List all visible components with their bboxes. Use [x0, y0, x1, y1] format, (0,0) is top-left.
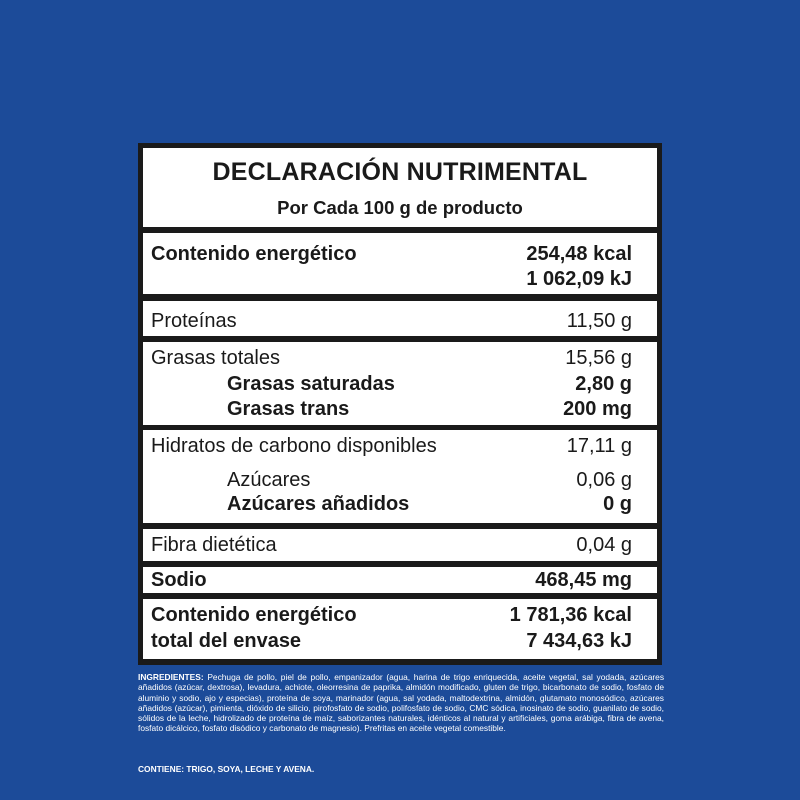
energy-row	[143, 233, 657, 294]
sodium-row	[143, 567, 657, 593]
sugars-value: 0,06 g	[576, 469, 632, 491]
energy-kcal: 254,48 kcal	[526, 243, 632, 265]
added-sugars-label: Azúcares añadidos	[227, 493, 410, 515]
fats-label: Grasas totales	[151, 347, 280, 369]
label-subtitle: Por Cada 100 g de producto	[277, 197, 523, 218]
total-energy-row	[143, 599, 657, 659]
proteins-label: Proteínas	[151, 310, 237, 332]
energy-kj: 1 062,09 kJ	[526, 268, 632, 290]
total-energy-label-line1: Contenido energético	[151, 604, 357, 626]
trans-fats-label: Grasas trans	[227, 398, 350, 420]
sodium-label: Sodio	[151, 569, 207, 591]
carbs-row	[143, 430, 657, 523]
allergen-statement: CONTIENE: TRIGO, SOYA, LECHE Y AVENA.	[138, 764, 315, 774]
fiber-value: 0,04 g	[576, 534, 632, 556]
total-energy-label-line2: total del envase	[151, 630, 302, 652]
ingredients-label: INGREDIENTES:	[138, 672, 204, 682]
nutrition-facts-panel	[138, 143, 662, 665]
proteins-value: 11,50 g	[566, 310, 632, 332]
fiber-row	[143, 529, 657, 561]
energy-label: Contenido energético	[151, 243, 357, 265]
total-energy-kj: 7 434,63 kJ	[526, 630, 632, 652]
sodium-value: 468,45 mg	[535, 569, 632, 591]
carbs-value: 17,11 g	[566, 435, 632, 457]
added-sugars-value: 0 g	[603, 493, 632, 515]
trans-fats-value: 200 mg	[563, 398, 632, 420]
fiber-label: Fibra dietética	[151, 534, 277, 556]
fats-row	[143, 342, 657, 425]
ingredients-text	[138, 672, 664, 734]
header-box	[143, 148, 657, 227]
carbs-label: Hidratos de carbono disponibles	[151, 435, 437, 457]
proteins-row	[143, 301, 657, 336]
saturated-fats-value: 2,80 g	[575, 373, 632, 395]
label-title: DECLARACIÓN NUTRIMENTAL	[212, 158, 588, 186]
saturated-fats-label: Grasas saturadas	[227, 373, 395, 395]
total-energy-kcal: 1 781,36 kcal	[509, 604, 632, 626]
sugars-label: Azúcares	[227, 469, 311, 491]
ingredients-list: Pechuga de pollo, piel de pollo, empanizador (agua, harina de trigo enriquecida, aceite vegetal, sal yodada, azúcares añadidos (azúcar, dextrosa), levadura, achiote, oleorresina de paprika, almidón modificado, gluten de trigo, bicarbonato de sodio, fosfato de aluminio y sodio, ajo y especias), proteína de soya, marinador (agua, sal yodada, maltodextrina, almidón, glutamato monosódico, azúcares añadidos (azúcar), pimienta, dióxido de silicio, pirofosfato de sodio, polifosfato de sodio, CMC sódica, inosinato de sodio, guanilato de sodio, sólidos de la leche, hidrolizado de proteína de maíz, saborizantes naturales, idénticos al natural y artificiales, goma arábiga, fibra de avena, fosfato dicálcico, fosfato disódico y carbonato de magnesio). Prefritas en aceite vegetal comestible.	[138, 672, 665, 734]
fats-value: 15,56 g	[565, 347, 632, 369]
